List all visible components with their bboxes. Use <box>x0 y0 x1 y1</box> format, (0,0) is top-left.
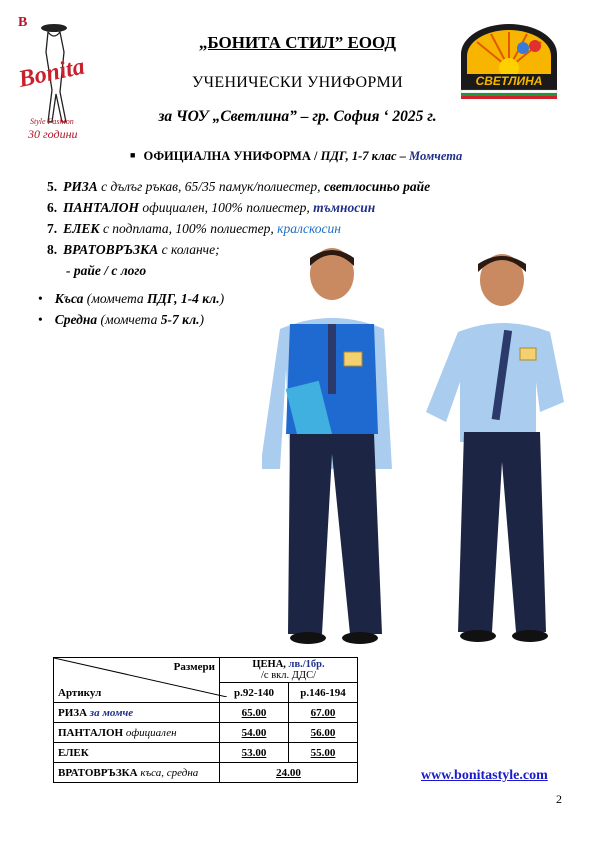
sizes-label: Размери <box>173 661 215 673</box>
item-name: ПАНТАЛОН <box>63 200 140 215</box>
item-desc: официален, 100% полиестер, <box>139 200 314 215</box>
price-table <box>53 657 358 783</box>
list-item: • Къса (момчета ПДГ, 1-4 кл.) <box>38 291 225 306</box>
tie-subline: - райе / с лого <box>66 263 147 278</box>
section-dash: – <box>396 149 409 163</box>
size-header: р.146-194 <box>289 683 358 703</box>
item-name: ЕЛЕК <box>63 221 100 236</box>
section-heading <box>130 149 462 164</box>
item-name: ВРАТОВРЪЗКА <box>63 242 159 257</box>
item-name: РИЗА <box>63 179 98 194</box>
svg-text:B: B <box>18 15 28 30</box>
item-desc: с коланче; <box>158 242 220 257</box>
list-item: 7. ЕЛЕК с подплата, 100% полиестер, кралскосин <box>47 221 341 236</box>
item-color: тъмносин <box>313 200 376 215</box>
list-item: 8. ВРАТОВРЪЗКА с коланче; <box>47 242 220 257</box>
section-grades: ПДГ, 1-7 клас <box>320 149 397 163</box>
section-gender: Момчета <box>409 149 463 163</box>
uniform-photo <box>262 244 572 654</box>
svg-text:Style Fashion: Style Fashion <box>30 117 74 126</box>
table-row: ЕЛЕК 53.00 55.00 <box>54 743 358 763</box>
list-item: • Средна (момчета 5-7 кл.) <box>38 312 205 327</box>
table-row: ВРАТОВРЪЗКА къса, средна 24.00 <box>54 763 358 783</box>
table-row: ПАНТАЛОН официален 54.00 56.00 <box>54 723 358 743</box>
item-desc: с подплата, 100% полиестер, <box>99 221 278 236</box>
item-color: светлосиньо райе <box>323 179 431 194</box>
item-color: кралскосин <box>277 221 341 236</box>
table-row: РИЗА за момче 65.00 67.00 <box>54 703 358 723</box>
price-header: ЦЕНА, лв./1бр. /с вкл. ДДС/ <box>220 658 358 683</box>
item-desc: с дълъг ръкав, 65/35 памук/полиестер, <box>97 179 324 194</box>
size-header: р.92-140 <box>220 683 289 703</box>
svg-text:СВЕТЛИНА: СВЕТЛИНА <box>475 74 543 88</box>
list-item: 5. РИЗА с дълъг ръкав, 65/35 памук/полиестер, светлосиньо райе <box>47 179 431 194</box>
list-item: 6. ПАНТАЛОН официален, 100% полиестер, тъмносин <box>47 200 376 215</box>
svg-text:Bonita: Bonita <box>16 53 88 93</box>
table-corner-header <box>54 658 220 703</box>
bonita-years: 30 години <box>28 127 78 140</box>
square-bullet-icon: ■ <box>130 150 136 160</box>
section-title-part: ОФИЦИАЛНА УНИФОРМА / <box>143 149 321 163</box>
article-label: Артикул <box>58 687 102 699</box>
company-name: „БОНИТА СТИЛ” ЕООД <box>198 33 397 52</box>
website-link[interactable]: www.bonitastyle.com <box>421 768 548 783</box>
school-line: за ЧОУ „Светлина” – гр. София ‘ 2025 г. <box>158 108 437 125</box>
page-number: 2 <box>556 792 562 806</box>
document-subtitle: УЧЕНИЧЕСКИ УНИФОРМИ <box>192 74 403 91</box>
